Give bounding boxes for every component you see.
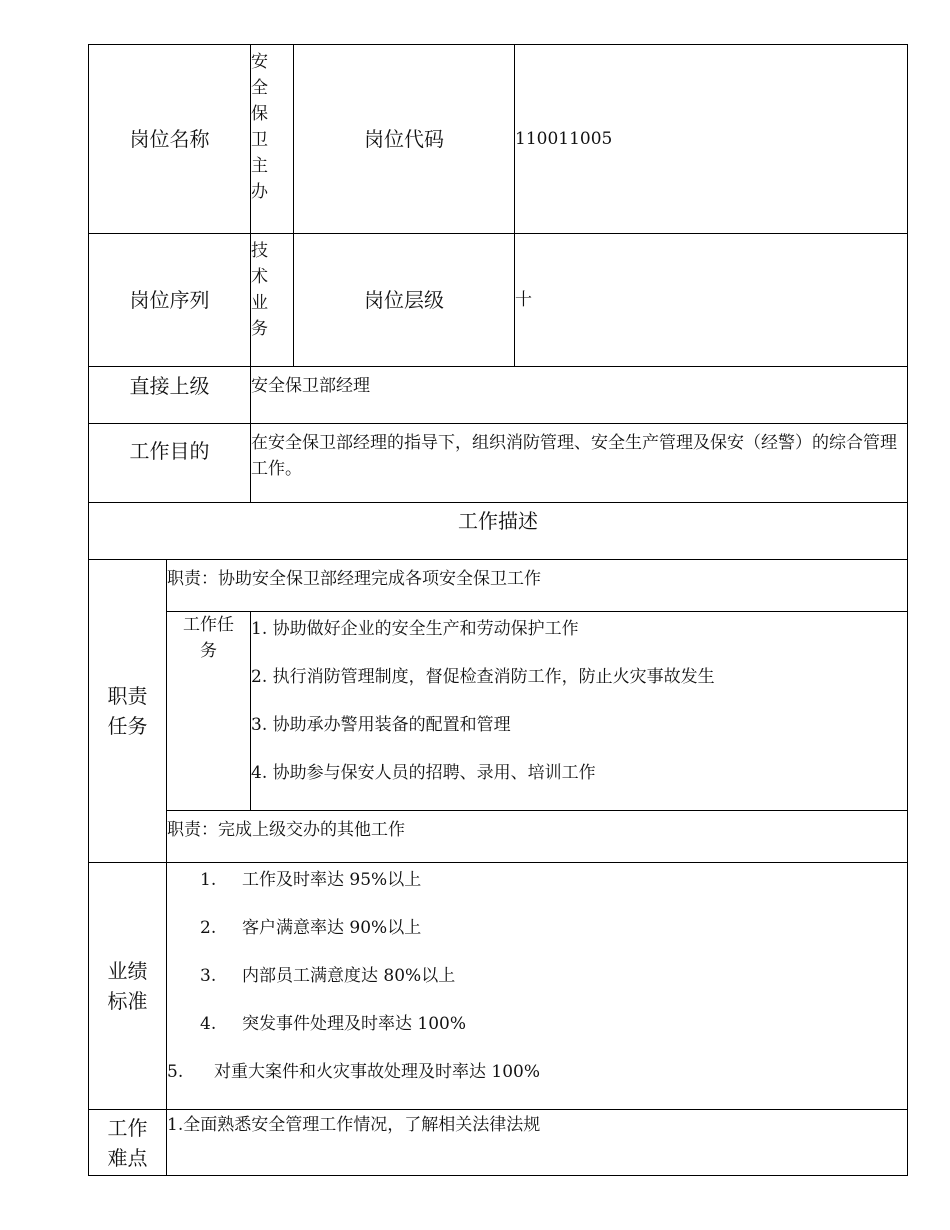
duties-label bbox=[89, 560, 167, 863]
row-duty-1 bbox=[89, 560, 908, 612]
job-purpose-value: 在安全保卫部经理的指导下，组织消防管理、安全生产管理及保安（经警）的综合管理工作。 bbox=[251, 424, 908, 503]
performance-item-number: 4. bbox=[200, 1014, 217, 1034]
performance-label-text: 业绩标准 bbox=[107, 959, 148, 1013]
row-tasks bbox=[89, 612, 908, 811]
duties-label-text: 职责任务 bbox=[107, 684, 148, 738]
difficulty-label bbox=[89, 1110, 167, 1176]
duty-1-text: 职责：协助安全保卫部经理完成各项安全保卫工作 bbox=[167, 560, 908, 612]
direct-superior-label: 直接上级 bbox=[89, 367, 251, 424]
task-label-text: 工作任务 bbox=[183, 615, 234, 661]
difficulty-label-text: 工作难点 bbox=[107, 1115, 148, 1170]
performance-item-number: 5. bbox=[167, 1062, 184, 1082]
performance-item bbox=[167, 963, 907, 989]
position-name-value bbox=[251, 45, 294, 234]
duty-2-text: 职责：完成上级交办的其他工作 bbox=[167, 811, 908, 863]
section-title: 工作描述 bbox=[89, 503, 908, 560]
position-name-label: 岗位名称 bbox=[89, 45, 251, 234]
task-item: 3. 协助承办警用装备的配置和管理 bbox=[251, 715, 511, 735]
position-code-label: 岗位代码 bbox=[294, 45, 515, 234]
row-section-title bbox=[89, 503, 908, 560]
performance-label bbox=[89, 863, 167, 1110]
position-code-value: 110011005 bbox=[515, 45, 908, 234]
performance-item bbox=[167, 1059, 907, 1085]
task-label bbox=[167, 612, 251, 811]
performance-item-text: 工作及时率达 95%以上 bbox=[242, 870, 422, 890]
row-duty-2 bbox=[89, 811, 908, 863]
position-sequence-value bbox=[251, 234, 294, 367]
performance-item-text: 内部员工满意度达 80%以上 bbox=[242, 966, 456, 986]
row-direct-superior bbox=[89, 367, 908, 424]
direct-superior-value: 安全保卫部经理 bbox=[251, 367, 908, 424]
position-name-text: 安全保卫主办 bbox=[251, 52, 268, 202]
performance-item-number: 3. bbox=[200, 966, 217, 986]
task-item: 4. 协助参与保安人员的招聘、录用、培训工作 bbox=[251, 763, 596, 783]
difficulty-value: 1.全面熟悉安全管理工作情况，了解相关法律法规 bbox=[167, 1110, 908, 1176]
job-purpose-label: 工作目的 bbox=[89, 424, 251, 503]
performance-item-number: 1. bbox=[200, 870, 217, 890]
task-item: 1. 协助做好企业的安全生产和劳动保护工作 bbox=[251, 619, 579, 639]
performance-item-text: 对重大案件和火灾事故处理及时率达 100% bbox=[214, 1062, 541, 1082]
performance-list bbox=[167, 863, 908, 1110]
position-level-label: 岗位层级 bbox=[294, 234, 515, 367]
position-sequence-label: 岗位序列 bbox=[89, 234, 251, 367]
row-job-purpose bbox=[89, 424, 908, 503]
row-position-name bbox=[89, 45, 908, 234]
row-difficulty bbox=[89, 1110, 908, 1176]
performance-item-text: 突发事件处理及时率达 100% bbox=[242, 1014, 467, 1034]
row-position-sequence bbox=[89, 234, 908, 367]
performance-item bbox=[167, 1011, 907, 1037]
task-item: 2. 执行消防管理制度，督促检查消防工作，防止火灾事故发生 bbox=[251, 667, 715, 687]
performance-item-text: 客户满意率达 90%以上 bbox=[242, 918, 422, 938]
performance-item-number: 2. bbox=[200, 918, 217, 938]
row-performance bbox=[89, 863, 908, 1110]
task-list bbox=[251, 612, 908, 811]
performance-item bbox=[167, 915, 907, 941]
position-sequence-text: 技术业务 bbox=[251, 241, 268, 339]
position-level-value: 十 bbox=[515, 234, 908, 367]
performance-item bbox=[167, 867, 907, 893]
job-description-table bbox=[88, 44, 908, 1176]
